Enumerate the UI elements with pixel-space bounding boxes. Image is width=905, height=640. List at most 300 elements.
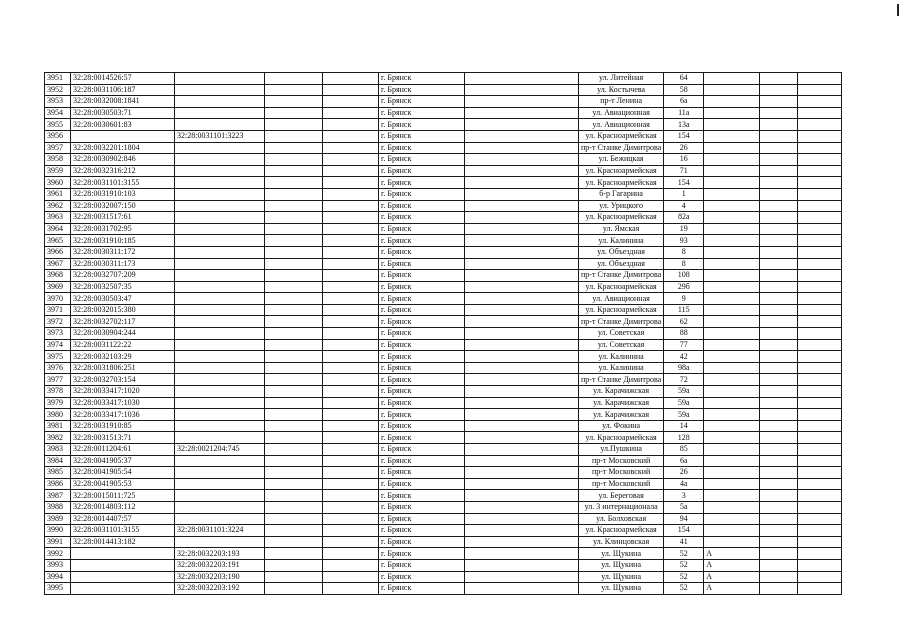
empty-cell — [760, 351, 798, 363]
row-number: 3995 — [45, 583, 71, 595]
letter — [704, 188, 760, 200]
letter — [704, 513, 760, 525]
empty-cell — [760, 212, 798, 224]
empty-cell — [760, 513, 798, 525]
empty-cell — [760, 293, 798, 305]
street: ул. Красноармейская — [579, 304, 664, 316]
street: пр-т Ленина — [579, 96, 664, 108]
empty-cell — [465, 235, 579, 247]
row-number: 3994 — [45, 571, 71, 583]
city: г. Брянск — [379, 478, 465, 490]
empty-cell — [323, 525, 379, 537]
street: ул. Щукина — [579, 571, 664, 583]
empty-cell — [265, 154, 323, 166]
cadastral-number: 32:28:0033417:1030 — [71, 397, 175, 409]
empty-cell — [760, 304, 798, 316]
empty-cell — [465, 177, 579, 189]
empty-cell — [265, 119, 323, 131]
cadastral-number-2 — [175, 293, 265, 305]
cadastral-number: 32:28:0015011:725 — [71, 490, 175, 502]
letter — [704, 130, 760, 142]
table-row — [45, 73, 842, 85]
empty-cell — [760, 501, 798, 513]
cadastral-number: 32:28:0031910:185 — [71, 235, 175, 247]
empty-cell — [465, 420, 579, 432]
empty-cell — [798, 223, 842, 235]
row-number: 3983 — [45, 444, 71, 456]
empty-cell — [323, 386, 379, 398]
row-number: 3972 — [45, 316, 71, 328]
letter — [704, 177, 760, 189]
empty-cell — [760, 467, 798, 479]
city: г. Брянск — [379, 328, 465, 340]
letter — [704, 420, 760, 432]
registry-table — [44, 72, 842, 595]
row-number: 3992 — [45, 548, 71, 560]
street: ул. Авиационная — [579, 119, 664, 131]
table-row — [45, 525, 842, 537]
street: ул. Карачижская — [579, 397, 664, 409]
letter — [704, 444, 760, 456]
empty-cell — [798, 177, 842, 189]
empty-cell — [760, 154, 798, 166]
row-number: 3989 — [45, 513, 71, 525]
empty-cell — [798, 281, 842, 293]
table-row — [45, 409, 842, 421]
house-number: 29б — [664, 281, 704, 293]
cadastral-number: 32:28:0032507:35 — [71, 281, 175, 293]
street: ул. Советская — [579, 328, 664, 340]
empty-cell — [265, 212, 323, 224]
empty-cell — [465, 583, 579, 595]
empty-cell — [465, 316, 579, 328]
empty-cell — [465, 84, 579, 96]
house-number: 6а — [664, 96, 704, 108]
street: б-р Гагарина — [579, 188, 664, 200]
street: ул. Литейная — [579, 73, 664, 85]
cadastral-number: 32:28:0011204:61 — [71, 444, 175, 456]
city: г. Брянск — [379, 235, 465, 247]
house-number: 154 — [664, 177, 704, 189]
cadastral-number-2 — [175, 96, 265, 108]
empty-cell — [760, 386, 798, 398]
empty-cell — [798, 513, 842, 525]
empty-cell — [323, 571, 379, 583]
street: пр-т Московский — [579, 478, 664, 490]
house-number: 14 — [664, 420, 704, 432]
empty-cell — [760, 420, 798, 432]
empty-cell — [465, 130, 579, 142]
cadastral-number — [71, 559, 175, 571]
empty-cell — [760, 583, 798, 595]
house-number: 8 — [664, 246, 704, 258]
table-row — [45, 386, 842, 398]
house-number: 26 — [664, 142, 704, 154]
house-number: 16 — [664, 154, 704, 166]
city: г. Брянск — [379, 548, 465, 560]
city: г. Брянск — [379, 84, 465, 96]
empty-cell — [760, 84, 798, 96]
table-row — [45, 490, 842, 502]
empty-cell — [323, 583, 379, 595]
cadastral-number-2: 32:28:0032203:193 — [175, 548, 265, 560]
table-row — [45, 362, 842, 374]
empty-cell — [798, 467, 842, 479]
cadastral-number: 32:28:0030311:172 — [71, 246, 175, 258]
letter — [704, 467, 760, 479]
empty-cell — [798, 571, 842, 583]
table-row — [45, 142, 842, 154]
house-number: 59а — [664, 386, 704, 398]
empty-cell — [465, 455, 579, 467]
house-number: 9 — [664, 293, 704, 305]
city: г. Брянск — [379, 281, 465, 293]
empty-cell — [265, 73, 323, 85]
empty-cell — [798, 235, 842, 247]
cadastral-number-2 — [175, 536, 265, 548]
empty-cell — [265, 467, 323, 479]
street: ул. Щукина — [579, 583, 664, 595]
letter — [704, 339, 760, 351]
row-number: 3965 — [45, 235, 71, 247]
empty-cell — [465, 548, 579, 560]
empty-cell — [465, 432, 579, 444]
empty-cell — [798, 478, 842, 490]
house-number: 115 — [664, 304, 704, 316]
empty-cell — [465, 409, 579, 421]
street: ул. Береговая — [579, 490, 664, 502]
cadastral-number-2 — [175, 374, 265, 386]
empty-cell — [760, 142, 798, 154]
cadastral-number-2 — [175, 154, 265, 166]
empty-cell — [798, 270, 842, 282]
empty-cell — [323, 316, 379, 328]
cadastral-number-2: 32:28:0031101:3224 — [175, 525, 265, 537]
cadastral-number-2 — [175, 281, 265, 293]
house-number: 154 — [664, 130, 704, 142]
cadastral-number: 32:28:0032007:150 — [71, 200, 175, 212]
table-row — [45, 154, 842, 166]
empty-cell — [323, 96, 379, 108]
house-number: 52 — [664, 548, 704, 560]
cadastral-number — [71, 548, 175, 560]
street: ул. Красноармейская — [579, 432, 664, 444]
letter — [704, 304, 760, 316]
empty-cell — [465, 142, 579, 154]
empty-cell — [323, 73, 379, 85]
empty-cell — [798, 559, 842, 571]
cadastral-number-2: 32:28:0031101:3223 — [175, 130, 265, 142]
empty-cell — [323, 536, 379, 548]
empty-cell — [265, 559, 323, 571]
cadastral-number-2 — [175, 328, 265, 340]
table-row — [45, 130, 842, 142]
cadastral-number: 32:28:0030311:173 — [71, 258, 175, 270]
letter — [704, 84, 760, 96]
row-number: 3985 — [45, 467, 71, 479]
empty-cell — [323, 119, 379, 131]
cadastral-number: 32:28:0030503:71 — [71, 107, 175, 119]
empty-cell — [798, 154, 842, 166]
table-row — [45, 455, 842, 467]
house-number: 64 — [664, 73, 704, 85]
city: г. Брянск — [379, 165, 465, 177]
city: г. Брянск — [379, 351, 465, 363]
empty-cell — [265, 513, 323, 525]
cadastral-number: 32:28:0032702:117 — [71, 316, 175, 328]
empty-cell — [465, 154, 579, 166]
empty-cell — [323, 351, 379, 363]
house-number: 128 — [664, 432, 704, 444]
cadastral-number: 32:28:0030902:846 — [71, 154, 175, 166]
table-row — [45, 246, 842, 258]
row-number: 3968 — [45, 270, 71, 282]
city: г. Брянск — [379, 316, 465, 328]
empty-cell — [323, 467, 379, 479]
empty-cell — [465, 525, 579, 537]
row-number: 3990 — [45, 525, 71, 537]
empty-cell — [798, 420, 842, 432]
empty-cell — [323, 559, 379, 571]
row-number: 3976 — [45, 362, 71, 374]
cadastral-number: 32:28:0031517:61 — [71, 212, 175, 224]
empty-cell — [323, 513, 379, 525]
street: ул. Калинина — [579, 235, 664, 247]
letter — [704, 362, 760, 374]
empty-cell — [798, 316, 842, 328]
letter — [704, 96, 760, 108]
empty-cell — [798, 119, 842, 131]
table-row — [45, 119, 842, 131]
cadastral-number: 32:28:0032316:212 — [71, 165, 175, 177]
empty-cell — [760, 559, 798, 571]
empty-cell — [265, 409, 323, 421]
empty-cell — [323, 130, 379, 142]
empty-cell — [465, 339, 579, 351]
empty-cell — [465, 293, 579, 305]
row-number: 3966 — [45, 246, 71, 258]
empty-cell — [465, 362, 579, 374]
city: г. Брянск — [379, 73, 465, 85]
city: г. Брянск — [379, 490, 465, 502]
row-number: 3953 — [45, 96, 71, 108]
empty-cell — [465, 270, 579, 282]
empty-cell — [323, 455, 379, 467]
row-number: 3959 — [45, 165, 71, 177]
city: г. Брянск — [379, 154, 465, 166]
cadastral-number-2 — [175, 200, 265, 212]
empty-cell — [265, 328, 323, 340]
street: ул. Щукина — [579, 548, 664, 560]
letter — [704, 119, 760, 131]
cadastral-number: 32:28:0030601:83 — [71, 119, 175, 131]
empty-cell — [798, 386, 842, 398]
table-row — [45, 513, 842, 525]
empty-cell — [265, 142, 323, 154]
cadastral-number-2 — [175, 386, 265, 398]
empty-cell — [323, 409, 379, 421]
cadastral-number-2 — [175, 107, 265, 119]
street: ул. 3 интернационала — [579, 501, 664, 513]
cadastral-number-2 — [175, 246, 265, 258]
empty-cell — [798, 73, 842, 85]
cadastral-number: 32:28:0031106:187 — [71, 84, 175, 96]
street: ул. Фокина — [579, 420, 664, 432]
letter — [704, 293, 760, 305]
house-number: 62 — [664, 316, 704, 328]
empty-cell — [798, 409, 842, 421]
table-row — [45, 304, 842, 316]
street: пр-т Станке Димитрова — [579, 374, 664, 386]
street: ул. Калинина — [579, 351, 664, 363]
cadastral-number: 32:28:0041905:37 — [71, 455, 175, 467]
empty-cell — [265, 444, 323, 456]
empty-cell — [323, 432, 379, 444]
row-number: 3954 — [45, 107, 71, 119]
street: ул. Авиационная — [579, 293, 664, 305]
letter — [704, 351, 760, 363]
city: г. Брянск — [379, 258, 465, 270]
cadastral-number-2: 32:28:0021204:745 — [175, 444, 265, 456]
city: г. Брянск — [379, 386, 465, 398]
table-row — [45, 351, 842, 363]
street: пр-т Станке Димитрова — [579, 270, 664, 282]
empty-cell — [265, 84, 323, 96]
row-number: 3967 — [45, 258, 71, 270]
cadastral-number-2 — [175, 165, 265, 177]
empty-cell — [323, 223, 379, 235]
empty-cell — [465, 165, 579, 177]
house-number: 26 — [664, 467, 704, 479]
street: ул. Советская — [579, 339, 664, 351]
cadastral-number: 32:28:0033417:1036 — [71, 409, 175, 421]
cadastral-number-2 — [175, 304, 265, 316]
empty-cell — [798, 351, 842, 363]
empty-cell — [323, 142, 379, 154]
empty-cell — [265, 525, 323, 537]
street: ул. Костычева — [579, 84, 664, 96]
empty-cell — [265, 548, 323, 560]
cadastral-number: 32:28:0032201:1804 — [71, 142, 175, 154]
cadastral-number: 32:28:0031101:3155 — [71, 525, 175, 537]
empty-cell — [465, 188, 579, 200]
row-number: 3993 — [45, 559, 71, 571]
street: ул. Красноармейская — [579, 281, 664, 293]
empty-cell — [323, 501, 379, 513]
empty-cell — [265, 571, 323, 583]
empty-cell — [798, 362, 842, 374]
empty-cell — [323, 84, 379, 96]
empty-cell — [760, 548, 798, 560]
row-number: 3982 — [45, 432, 71, 444]
city: г. Брянск — [379, 246, 465, 258]
cadastral-number-2 — [175, 84, 265, 96]
row-number: 3971 — [45, 304, 71, 316]
street: ул. Карачижская — [579, 409, 664, 421]
cadastral-number-2 — [175, 397, 265, 409]
empty-cell — [760, 362, 798, 374]
empty-cell — [465, 281, 579, 293]
empty-cell — [760, 432, 798, 444]
empty-cell — [265, 235, 323, 247]
empty-cell — [465, 490, 579, 502]
letter — [704, 107, 760, 119]
empty-cell — [760, 73, 798, 85]
empty-cell — [760, 571, 798, 583]
row-number: 3975 — [45, 351, 71, 363]
cadastral-number-2 — [175, 467, 265, 479]
empty-cell — [760, 374, 798, 386]
empty-cell — [323, 107, 379, 119]
empty-cell — [798, 374, 842, 386]
cadastral-number-2 — [175, 270, 265, 282]
city: г. Брянск — [379, 559, 465, 571]
empty-cell — [760, 258, 798, 270]
empty-cell — [323, 270, 379, 282]
street: ул. Красноармейская — [579, 165, 664, 177]
empty-cell — [798, 130, 842, 142]
empty-cell — [798, 188, 842, 200]
empty-cell — [465, 351, 579, 363]
cadastral-number: 32:28:0014413:182 — [71, 536, 175, 548]
empty-cell — [265, 478, 323, 490]
table-row — [45, 536, 842, 548]
empty-cell — [760, 316, 798, 328]
cadastral-number-2 — [175, 362, 265, 374]
table-row — [45, 177, 842, 189]
empty-cell — [323, 293, 379, 305]
street: ул. Красноармейская — [579, 130, 664, 142]
cadastral-number: 32:28:0041905:54 — [71, 467, 175, 479]
letter — [704, 281, 760, 293]
city: г. Брянск — [379, 420, 465, 432]
letter: А — [704, 583, 760, 595]
cadastral-number-2 — [175, 513, 265, 525]
city: г. Брянск — [379, 409, 465, 421]
empty-cell — [465, 73, 579, 85]
table-row — [45, 583, 842, 595]
empty-cell — [465, 200, 579, 212]
table-row — [45, 478, 842, 490]
empty-cell — [465, 223, 579, 235]
empty-cell — [465, 304, 579, 316]
cadastral-number — [71, 130, 175, 142]
empty-cell — [465, 212, 579, 224]
cadastral-number: 32:28:0031806:251 — [71, 362, 175, 374]
empty-cell — [798, 84, 842, 96]
row-number: 3963 — [45, 212, 71, 224]
street: ул. Объездная — [579, 246, 664, 258]
table-row — [45, 107, 842, 119]
empty-cell — [323, 548, 379, 560]
cadastral-number-2 — [175, 478, 265, 490]
empty-cell — [465, 513, 579, 525]
house-number: 77 — [664, 339, 704, 351]
letter — [704, 409, 760, 421]
empty-cell — [265, 304, 323, 316]
house-number: 19 — [664, 223, 704, 235]
city: г. Брянск — [379, 270, 465, 282]
cadastral-number-2 — [175, 455, 265, 467]
row-number: 3958 — [45, 154, 71, 166]
empty-cell — [265, 432, 323, 444]
house-number: 41 — [664, 536, 704, 548]
empty-cell — [465, 478, 579, 490]
empty-cell — [465, 96, 579, 108]
letter — [704, 316, 760, 328]
city: г. Брянск — [379, 107, 465, 119]
empty-cell — [465, 536, 579, 548]
